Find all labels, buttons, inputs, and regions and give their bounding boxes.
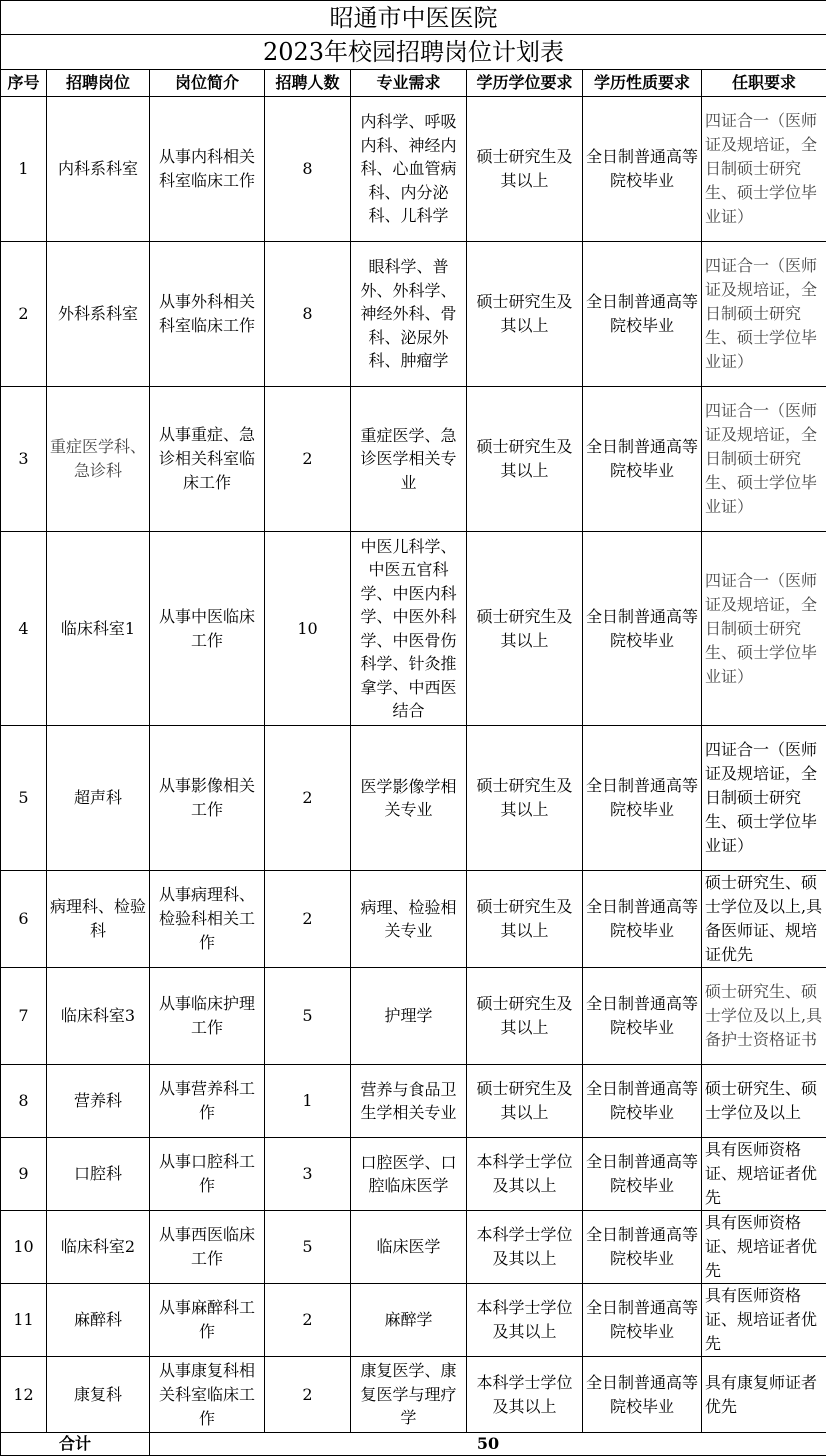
cell-degree: 硕士研究生及其以上 [467,1065,583,1138]
cell-requirements: 四证合一（医师证及规培证，全日制硕士研究生、硕士学位毕业证） [702,97,826,242]
cell-post: 康复科 [47,1357,150,1433]
cell-no: 2 [1,242,47,387]
cell-post: 临床科室1 [47,532,150,726]
table-row [1,726,826,871]
cell-major: 内科学、呼吸内科、神经内科、心血管病科、内分泌科、儿科学 [351,97,467,242]
cell-degree: 硕士研究生及其以上 [467,871,583,968]
cell-no: 7 [1,968,47,1065]
cell-major: 临床医学 [351,1211,467,1284]
cell-intro: 从事外科相关科室临床工作 [150,242,265,387]
cell-post: 营养科 [47,1065,150,1138]
cell-count: 8 [265,97,351,242]
cell-degree: 本科学士学位及其以上 [467,1284,583,1357]
cell-major: 眼科学、普外、外科学、神经外科、骨科、泌尿外科、肿瘤学 [351,242,467,387]
cell-post: 临床科室3 [47,968,150,1065]
cell-major: 护理学 [351,968,467,1065]
cell-degree: 硕士研究生及其以上 [467,968,583,1065]
cell-no: 6 [1,871,47,968]
cell-requirements: 四证合一（医师证及规培证，全日制硕士研究生、硕士学位毕业证） [702,532,826,726]
cell-requirements: 硕士研究生、硕士学位及以上,具备护士资格证书 [702,968,826,1065]
cell-degree: 硕士研究生及其以上 [467,97,583,242]
cell-intro: 从事病理科、检验科相关工作 [150,871,265,968]
cell-count: 2 [265,726,351,871]
cell-requirements: 具有医师资格证、规培证者优先 [702,1211,826,1284]
cell-degree: 硕士研究生及其以上 [467,726,583,871]
header-no: 序号 [1,70,47,97]
cell-nature: 全日制普通高等院校毕业 [583,1065,702,1138]
cell-no: 11 [1,1284,47,1357]
table-title: 昭通市中医医院 [1,1,826,35]
cell-no: 12 [1,1357,47,1433]
header-count: 招聘人数 [265,70,351,97]
cell-no: 3 [1,387,47,532]
cell-major: 口腔医学、口腔临床医学 [351,1138,467,1211]
cell-count: 10 [265,532,351,726]
cell-degree: 硕士研究生及其以上 [467,387,583,532]
cell-count: 1 [265,1065,351,1138]
cell-count: 2 [265,387,351,532]
cell-post: 病理科、检验科 [47,871,150,968]
cell-requirements: 硕士研究生、硕士学位及以上,具备医师证、规培证优先 [702,871,826,968]
cell-degree: 硕士研究生及其以上 [467,532,583,726]
table-row [1,387,826,532]
cell-nature: 全日制普通高等院校毕业 [583,871,702,968]
cell-nature: 全日制普通高等院校毕业 [583,1284,702,1357]
table-subtitle: 2023年校园招聘岗位计划表 [1,35,826,70]
table-row [1,97,826,242]
cell-intro: 从事营养科工作 [150,1065,265,1138]
cell-post: 内科系科室 [47,97,150,242]
table-row [1,242,826,387]
cell-count: 2 [265,1357,351,1433]
cell-major: 康复医学、康复医学与理疗学 [351,1357,467,1433]
cell-major: 麻醉学 [351,1284,467,1357]
table-row [1,1065,826,1138]
cell-requirements: 四证合一（医师证及规培证，全日制硕士研究生、硕士学位毕业证） [702,726,826,871]
cell-no: 4 [1,532,47,726]
cell-intro: 从事麻醉科工作 [150,1284,265,1357]
cell-post: 口腔科 [47,1138,150,1211]
cell-intro: 从事影像相关工作 [150,726,265,871]
cell-intro: 从事康复科相关科室临床工作 [150,1357,265,1433]
cell-count: 3 [265,1138,351,1211]
cell-nature: 全日制普通高等院校毕业 [583,532,702,726]
cell-intro: 从事重症、急诊相关科室临床工作 [150,387,265,532]
header-nature: 学历性质要求 [583,70,702,97]
cell-requirements: 具有康复师证者优先 [702,1357,826,1433]
cell-intro: 从事口腔科工作 [150,1138,265,1211]
cell-nature: 全日制普通高等院校毕业 [583,1357,702,1433]
cell-count: 5 [265,968,351,1065]
cell-count: 8 [265,242,351,387]
cell-intro: 从事中医临床工作 [150,532,265,726]
cell-post: 超声科 [47,726,150,871]
cell-nature: 全日制普通高等院校毕业 [583,97,702,242]
cell-degree: 硕士研究生及其以上 [467,242,583,387]
cell-intro: 从事内科相关科室临床工作 [150,97,265,242]
table-row [1,532,826,726]
cell-degree: 本科学士学位及其以上 [467,1357,583,1433]
header-requirements: 任职要求 [702,70,826,97]
cell-major: 中医儿科学、中医五官科学、中医内科学、中医外科学、中医骨伤科学、针灸推拿学、中西医结合 [351,532,467,726]
cell-major: 营养与食品卫生学相关专业 [351,1065,467,1138]
cell-nature: 全日制普通高等院校毕业 [583,387,702,532]
table-row [1,871,826,968]
cell-no: 8 [1,1065,47,1138]
cell-degree: 本科学士学位及其以上 [467,1211,583,1284]
cell-nature: 全日制普通高等院校毕业 [583,726,702,871]
header-degree: 学历学位要求 [467,70,583,97]
cell-major: 重症医学、急诊医学相关专业 [351,387,467,532]
total-label: 合计 [1,1433,150,1456]
cell-major: 病理、检验相关专业 [351,871,467,968]
cell-nature: 全日制普通高等院校毕业 [583,1138,702,1211]
cell-no: 1 [1,97,47,242]
cell-nature: 全日制普通高等院校毕业 [583,968,702,1065]
cell-no: 9 [1,1138,47,1211]
cell-post: 麻醉科 [47,1284,150,1357]
cell-requirements: 四证合一（医师证及规培证，全日制硕士研究生、硕士学位毕业证） [702,242,826,387]
cell-count: 2 [265,1284,351,1357]
header-intro: 岗位简介 [150,70,265,97]
cell-intro: 从事西医临床工作 [150,1211,265,1284]
header-post: 招聘岗位 [47,70,150,97]
cell-major: 医学影像学相关专业 [351,726,467,871]
cell-requirements: 四证合一（医师证及规培证，全日制硕士研究生、硕士学位毕业证） [702,387,826,532]
cell-degree: 本科学士学位及其以上 [467,1138,583,1211]
cell-count: 2 [265,871,351,968]
cell-no: 10 [1,1211,47,1284]
table-row [1,968,826,1065]
table-row [1,1138,826,1211]
table-row [1,1284,826,1357]
cell-intro: 从事临床护理工作 [150,968,265,1065]
cell-post: 重症医学科、急诊科 [47,387,150,532]
cell-no: 5 [1,726,47,871]
cell-requirements: 具有医师资格证、规培证者优先 [702,1138,826,1211]
header-major: 专业需求 [351,70,467,97]
table-row [1,1211,826,1284]
cell-post: 外科系科室 [47,242,150,387]
cell-count: 5 [265,1211,351,1284]
cell-nature: 全日制普通高等院校毕业 [583,242,702,387]
table-row [1,1357,826,1433]
total-value: 50 [150,1433,826,1456]
total-row [1,1433,826,1456]
cell-post: 临床科室2 [47,1211,150,1284]
cell-requirements: 硕士研究生、硕士学位及以上 [702,1065,826,1138]
cell-nature: 全日制普通高等院校毕业 [583,1211,702,1284]
cell-requirements: 具有医师资格证、规培证者优先 [702,1284,826,1357]
